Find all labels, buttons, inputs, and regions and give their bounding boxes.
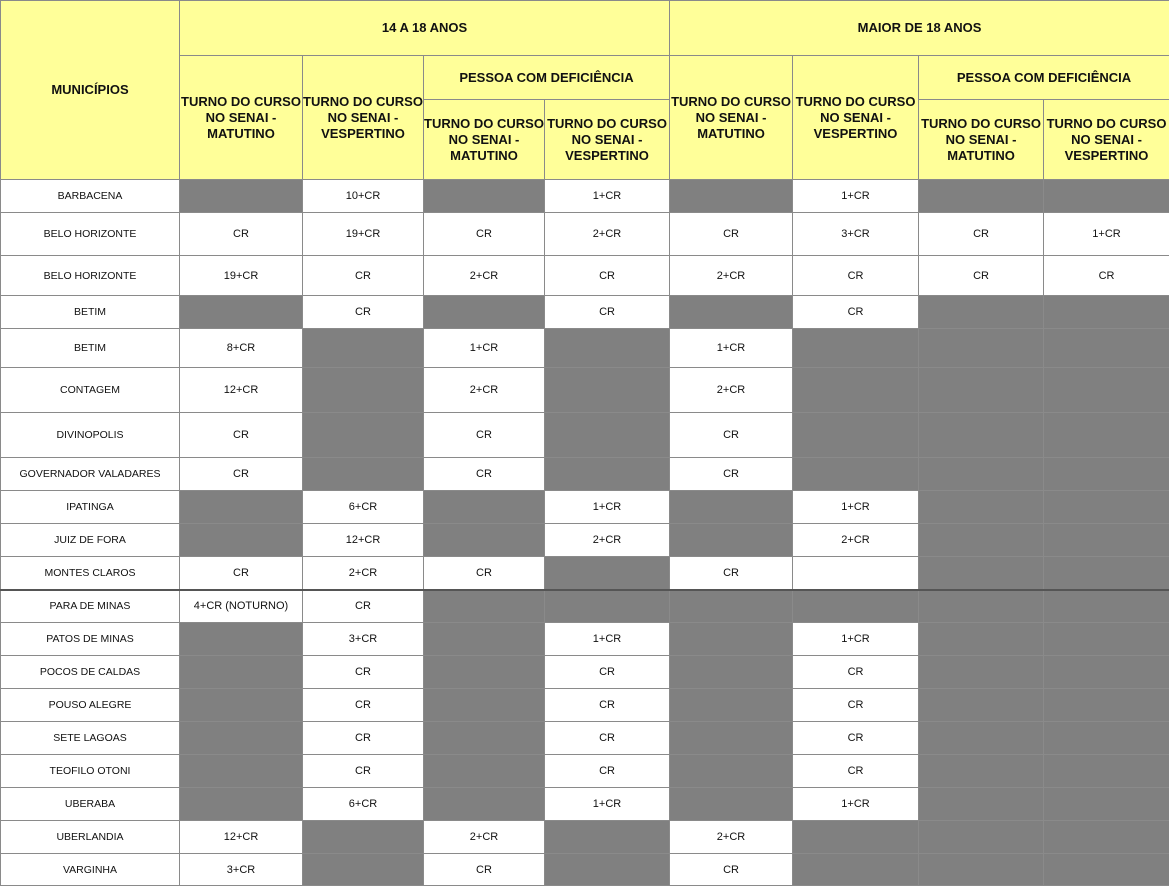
blank-cell <box>545 329 670 368</box>
blank-cell <box>1044 524 1169 557</box>
value-cell: CR <box>180 557 303 590</box>
blank-cell <box>1044 755 1169 788</box>
blank-cell <box>303 329 424 368</box>
blank-cell <box>1044 368 1169 413</box>
value-cell: CR <box>670 213 793 256</box>
value-cell: 1+CR <box>545 623 670 656</box>
header-pcd: PESSOA COM DEFICIÊNCIA <box>424 56 670 100</box>
blank-cell <box>424 590 545 623</box>
table-row <box>1 180 1169 213</box>
municipio-cell: BETIM <box>1 296 180 329</box>
municipio-cell: BELO HORIZONTE <box>1 213 180 256</box>
value-cell: CR <box>424 854 545 886</box>
value-cell: CR <box>303 755 424 788</box>
table-row <box>1 557 1169 590</box>
blank-cell <box>424 491 545 524</box>
value-cell: 6+CR <box>303 788 424 821</box>
value-cell: CR <box>793 722 919 755</box>
value-cell: 2+CR <box>670 368 793 413</box>
table-row <box>1 623 1169 656</box>
value-cell: CR <box>180 213 303 256</box>
blank-cell <box>1044 413 1169 458</box>
value-cell: 3+CR <box>180 854 303 886</box>
blank-cell <box>424 180 545 213</box>
table-row <box>1 413 1169 458</box>
blank-cell <box>670 689 793 722</box>
table-row <box>1 329 1169 368</box>
blank-cell <box>793 368 919 413</box>
value-cell: 1+CR <box>1044 213 1169 256</box>
value-cell: CR <box>793 656 919 689</box>
table-row <box>1 854 1169 886</box>
blank-cell <box>919 689 1044 722</box>
value-cell: 2+CR <box>670 256 793 296</box>
blank-cell <box>180 788 303 821</box>
municipio-cell: GOVERNADOR VALADARES <box>1 458 180 491</box>
blank-cell <box>1044 491 1169 524</box>
blank-cell <box>424 722 545 755</box>
blank-cell <box>793 854 919 886</box>
blank-cell <box>1044 623 1169 656</box>
value-cell: CR <box>303 722 424 755</box>
header-turno-vespertino: TURNO DO CURSO NO SENAI - VESPERTINO <box>303 56 424 180</box>
municipio-cell: DIVINOPOLIS <box>1 413 180 458</box>
value-cell: CR <box>670 854 793 886</box>
municipio-cell: POCOS DE CALDAS <box>1 656 180 689</box>
header-turno-matutino: TURNO DO CURSO NO SENAI - MATUTINO <box>670 56 793 180</box>
table-row <box>1 821 1169 854</box>
header-pcd-matutino: TURNO DO CURSO NO SENAI - MATUTINO <box>424 100 545 180</box>
blank-cell <box>1044 788 1169 821</box>
value-cell: 1+CR <box>545 491 670 524</box>
blank-cell <box>1044 557 1169 590</box>
value-cell: 2+CR <box>303 557 424 590</box>
header-pcd: PESSOA COM DEFICIÊNCIA <box>919 56 1169 100</box>
header-age-14-18: 14 A 18 ANOS <box>180 1 670 56</box>
header-municipios: MUNICÍPIOS <box>1 1 180 180</box>
value-cell: 3+CR <box>793 213 919 256</box>
blank-cell <box>919 590 1044 623</box>
value-cell: CR <box>424 213 545 256</box>
blank-cell <box>303 854 424 886</box>
blank-cell <box>180 296 303 329</box>
blank-cell <box>1044 722 1169 755</box>
blank-cell <box>303 821 424 854</box>
blank-cell <box>424 296 545 329</box>
blank-cell <box>919 788 1044 821</box>
value-cell: 2+CR <box>670 821 793 854</box>
table-row <box>1 368 1169 413</box>
table-row <box>1 256 1169 296</box>
value-cell: 3+CR <box>303 623 424 656</box>
value-cell: 1+CR <box>793 623 919 656</box>
blank-cell <box>545 854 670 886</box>
value-cell: 10+CR <box>303 180 424 213</box>
value-cell: CR <box>670 458 793 491</box>
blank-cell <box>919 413 1044 458</box>
value-cell: 12+CR <box>180 821 303 854</box>
blank-cell <box>919 368 1044 413</box>
municipio-cell: VARGINHA <box>1 854 180 886</box>
value-cell: 8+CR <box>180 329 303 368</box>
blank-cell <box>545 413 670 458</box>
blank-cell <box>424 623 545 656</box>
header-pcd-vespertino: TURNO DO CURSO NO SENAI - VESPERTINO <box>1044 100 1169 180</box>
blank-cell <box>670 590 793 623</box>
blank-cell <box>545 458 670 491</box>
blank-cell <box>545 557 670 590</box>
blank-cell <box>424 689 545 722</box>
header-turno-vespertino: TURNO DO CURSO NO SENAI - VESPERTINO <box>793 56 919 180</box>
blank-cell <box>180 491 303 524</box>
blank-cell <box>180 656 303 689</box>
blank-cell <box>545 590 670 623</box>
municipio-cell: BELO HORIZONTE <box>1 256 180 296</box>
blank-cell <box>1044 590 1169 623</box>
table-row <box>1 689 1169 722</box>
blank-cell <box>793 821 919 854</box>
municipio-cell: IPATINGA <box>1 491 180 524</box>
blank-cell <box>919 623 1044 656</box>
table-body <box>1 180 1169 886</box>
blank-cell <box>793 458 919 491</box>
blank-cell <box>180 689 303 722</box>
value-cell: CR <box>1044 256 1169 296</box>
value-cell: 2+CR <box>545 213 670 256</box>
value-cell: 1+CR <box>793 491 919 524</box>
value-cell: CR <box>180 458 303 491</box>
blank-cell <box>1044 689 1169 722</box>
blank-cell <box>919 854 1044 886</box>
value-cell: CR <box>545 296 670 329</box>
header-pcd-vespertino: TURNO DO CURSO NO SENAI - VESPERTINO <box>545 100 670 180</box>
value-cell: 12+CR <box>303 524 424 557</box>
blank-cell <box>303 458 424 491</box>
blank-cell <box>919 458 1044 491</box>
municipio-cell: PATOS DE MINAS <box>1 623 180 656</box>
value-cell: CR <box>545 722 670 755</box>
value-cell: CR <box>670 557 793 590</box>
value-cell: CR <box>303 256 424 296</box>
value-cell: CR <box>670 413 793 458</box>
blank-cell <box>1044 296 1169 329</box>
value-cell: CR <box>424 557 545 590</box>
value-cell: 2+CR <box>424 256 545 296</box>
blank-cell <box>1044 656 1169 689</box>
blank-cell <box>793 329 919 368</box>
blank-cell <box>670 491 793 524</box>
value-cell: 19+CR <box>180 256 303 296</box>
blank-cell <box>919 524 1044 557</box>
municipio-cell: POUSO ALEGRE <box>1 689 180 722</box>
value-cell: 1+CR <box>424 329 545 368</box>
header-pcd-matutino: TURNO DO CURSO NO SENAI - MATUTINO <box>919 100 1044 180</box>
blank-cell <box>1044 329 1169 368</box>
value-cell: 19+CR <box>303 213 424 256</box>
blank-cell <box>180 524 303 557</box>
table-row <box>1 590 1169 623</box>
municipio-cell: BETIM <box>1 329 180 368</box>
blank-cell <box>670 296 793 329</box>
blank-cell <box>919 180 1044 213</box>
value-cell: CR <box>303 656 424 689</box>
value-cell <box>793 557 919 590</box>
header-turno-matutino: TURNO DO CURSO NO SENAI - MATUTINO <box>180 56 303 180</box>
value-cell: CR <box>303 689 424 722</box>
value-cell: 12+CR <box>180 368 303 413</box>
blank-cell <box>793 413 919 458</box>
value-cell: CR <box>793 256 919 296</box>
municipio-cell: MONTES CLAROS <box>1 557 180 590</box>
value-cell: CR <box>545 656 670 689</box>
value-cell: CR <box>545 755 670 788</box>
header-age-over-18: MAIOR DE 18 ANOS <box>670 1 1169 56</box>
value-cell: CR <box>424 458 545 491</box>
municipio-cell: UBERLANDIA <box>1 821 180 854</box>
value-cell: CR <box>303 296 424 329</box>
table-row <box>1 656 1169 689</box>
table-row <box>1 491 1169 524</box>
blank-cell <box>1044 854 1169 886</box>
blank-cell <box>303 368 424 413</box>
value-cell: CR <box>180 413 303 458</box>
municipio-cell: PARA DE MINAS <box>1 590 180 623</box>
table-row <box>1 788 1169 821</box>
blank-cell <box>424 755 545 788</box>
value-cell: 2+CR <box>793 524 919 557</box>
value-cell: CR <box>793 689 919 722</box>
municipio-cell: UBERABA <box>1 788 180 821</box>
blank-cell <box>180 180 303 213</box>
blank-cell <box>919 755 1044 788</box>
blank-cell <box>1044 180 1169 213</box>
blank-cell <box>919 656 1044 689</box>
value-cell: 2+CR <box>424 368 545 413</box>
value-cell: 1+CR <box>670 329 793 368</box>
blank-cell <box>545 821 670 854</box>
blank-cell <box>670 524 793 557</box>
blank-cell <box>919 491 1044 524</box>
table-header <box>1 1 1169 180</box>
value-cell: CR <box>919 213 1044 256</box>
value-cell: 2+CR <box>424 821 545 854</box>
blank-cell <box>180 623 303 656</box>
blank-cell <box>670 656 793 689</box>
value-cell: 1+CR <box>793 788 919 821</box>
municipio-cell: CONTAGEM <box>1 368 180 413</box>
blank-cell <box>424 788 545 821</box>
municipio-cell: TEOFILO OTONI <box>1 755 180 788</box>
blank-cell <box>1044 821 1169 854</box>
blank-cell <box>919 821 1044 854</box>
value-cell: CR <box>545 256 670 296</box>
value-cell: 1+CR <box>793 180 919 213</box>
value-cell: 2+CR <box>545 524 670 557</box>
municipio-cell: BARBACENA <box>1 180 180 213</box>
table-row <box>1 296 1169 329</box>
value-cell: 6+CR <box>303 491 424 524</box>
value-cell: CR <box>424 413 545 458</box>
municipio-cell: JUIZ DE FORA <box>1 524 180 557</box>
blank-cell <box>424 524 545 557</box>
table-row <box>1 722 1169 755</box>
blank-cell <box>303 413 424 458</box>
table-row <box>1 524 1169 557</box>
value-cell: CR <box>919 256 1044 296</box>
blank-cell <box>180 755 303 788</box>
value-cell: 1+CR <box>545 180 670 213</box>
table-row <box>1 458 1169 491</box>
blank-cell <box>793 590 919 623</box>
blank-cell <box>919 722 1044 755</box>
value-cell: 4+CR (NOTURNO) <box>180 590 303 623</box>
blank-cell <box>919 557 1044 590</box>
blank-cell <box>670 755 793 788</box>
blank-cell <box>424 656 545 689</box>
blank-cell <box>670 180 793 213</box>
blank-cell <box>670 722 793 755</box>
blank-cell <box>919 296 1044 329</box>
municipio-cell: SETE LAGOAS <box>1 722 180 755</box>
value-cell: CR <box>303 590 424 623</box>
value-cell: CR <box>793 755 919 788</box>
value-cell: CR <box>793 296 919 329</box>
table-row <box>1 755 1169 788</box>
blank-cell <box>1044 458 1169 491</box>
blank-cell <box>545 368 670 413</box>
table-row <box>1 213 1169 256</box>
blank-cell <box>670 623 793 656</box>
blank-cell <box>670 788 793 821</box>
value-cell: CR <box>545 689 670 722</box>
value-cell: 1+CR <box>545 788 670 821</box>
blank-cell <box>180 722 303 755</box>
blank-cell <box>919 329 1044 368</box>
